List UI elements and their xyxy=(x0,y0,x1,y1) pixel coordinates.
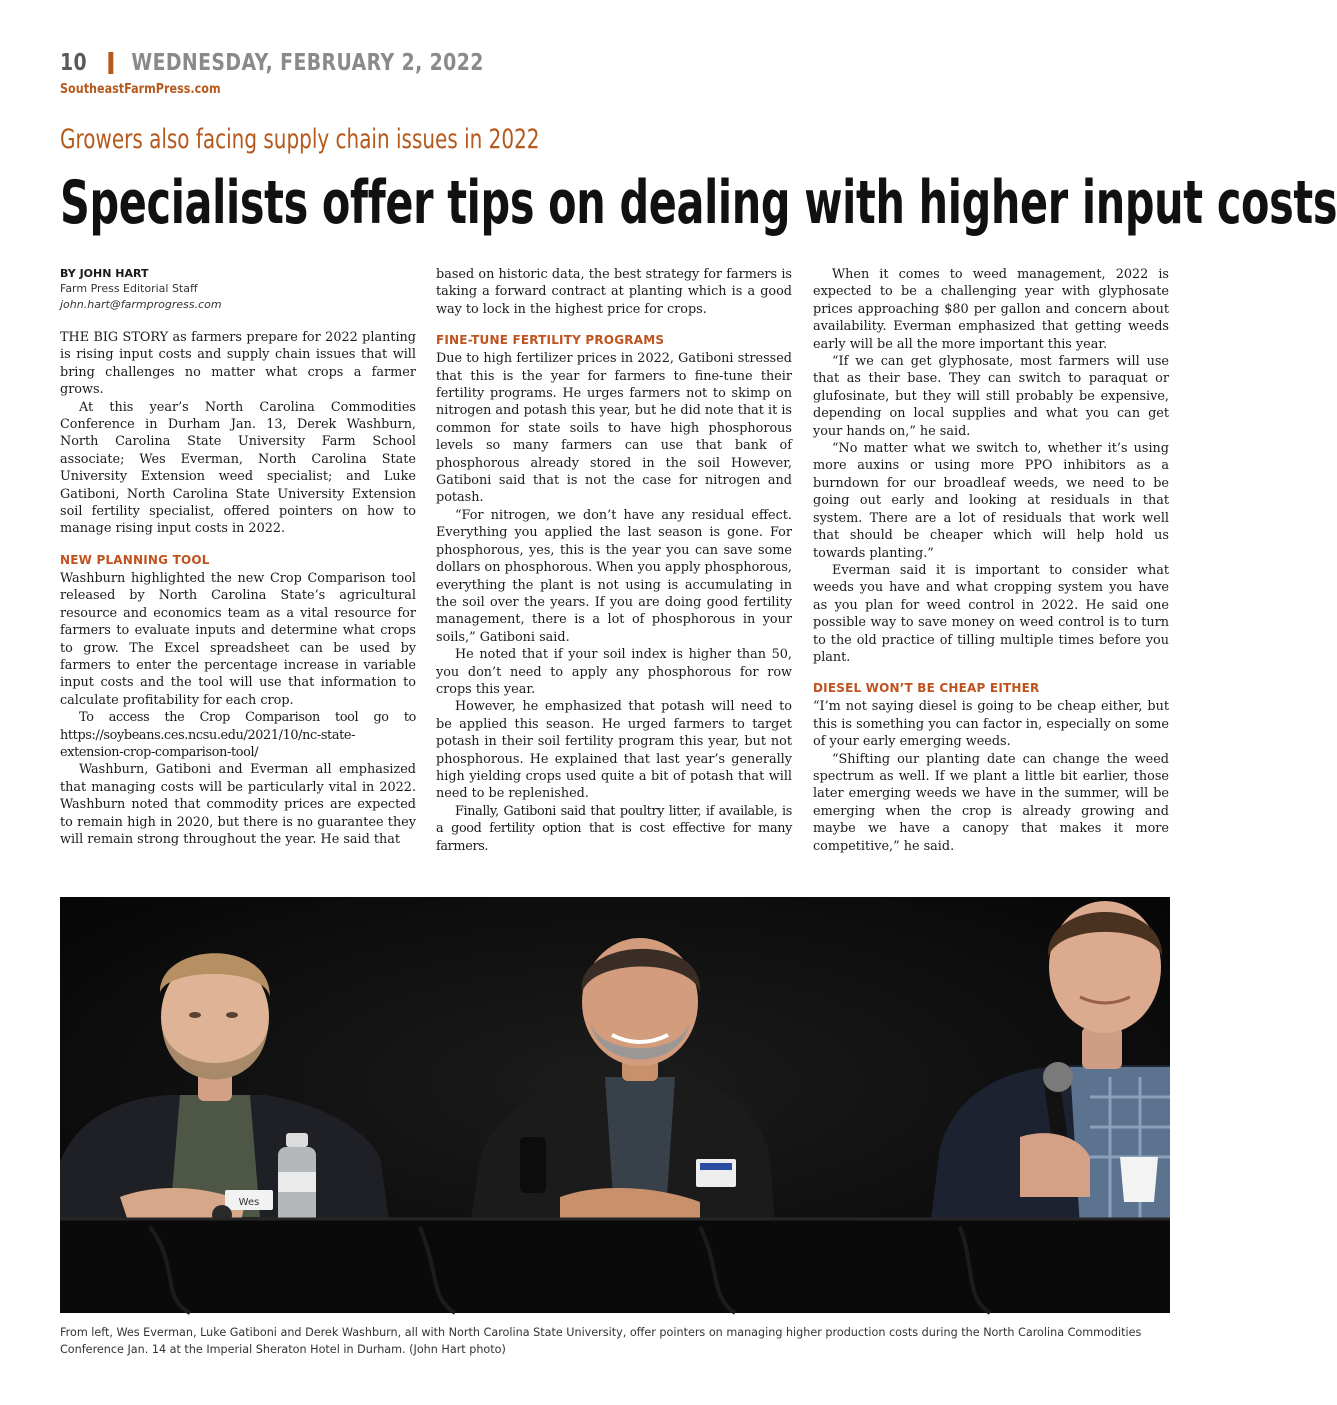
website-link[interactable]: SoutheastFarmPress.com xyxy=(60,82,221,97)
body-paragraph: Everman said it is important to consider what weeds you have and what cropping system you have as you plan for weed control in 2022. He said one possible way to save money on weed control is to turn to the old practice of tilling multiple times before you plant. xyxy=(813,562,1169,665)
article-column-2 xyxy=(436,266,792,855)
body-paragraph: He noted that if your soil index is higher than 50, you don’t need to apply any phosphorous for row crops this year. xyxy=(436,647,792,697)
article-kicker: Growers also facing supply chain issues in 2022 xyxy=(60,124,540,155)
photo-caption: From left, Wes Everman, Luke Gatiboni and Derek Washburn, all with North Carolina State University, offer pointers on managing higher production costs during the North Carolina Commodities Conference Jan. 14 at the Imperial Sheraton Hotel in Durham. (John Hart photo) xyxy=(60,1326,1142,1356)
section-heading: DIESEL WON’T BE CHEAP EITHER xyxy=(813,681,1040,696)
folio-divider xyxy=(108,52,113,74)
article-column-3 xyxy=(813,266,1169,855)
conference-table xyxy=(60,1219,1170,1313)
section-heading: FINE-TUNE FERTILITY PROGRAMS xyxy=(436,333,665,348)
body-paragraph: At this year’s North Carolina Commodities Conference in Durham Jan. 13, Derek Washburn, North Carolina State University Farm School associate; Wes Everman, North Carolina State University Extension weed specialist; and Luke Gatiboni, North Carolina State University Extension soil fertility specialist, offered pointers on how to manage rising input costs in 2022. xyxy=(60,399,416,537)
body-paragraph: Finally, Gatiboni said that poultry litter, if available, is a good fertility option that is cost effective for many farmers. xyxy=(436,803,792,854)
body-paragraph: “I’m not saying diesel is going to be cheap either, but this is something you can factor in, especially on some of your early emerging weeds. xyxy=(813,699,1169,750)
tool-link-paragraph[interactable]: To access the Crop Comparison tool go to https://soybeans.ces.ncsu.edu/2021/10/nc-state-extension-crop-comparison-tool/ xyxy=(60,710,416,760)
body-paragraph: Due to high fertilizer prices in 2022, Gatiboni stressed that this is the year for farmers to fine-tune their fertility programs. He urges farmers not to skimp on nitrogen and potash this year, but he did note that it is common for state soils to have high phosphorous levels so many farmers can use that bank of phosphorous already stored in the soil However, Gatiboni said that is not the case for nitrogen and potash. xyxy=(436,351,792,506)
byline-author: BY JOHN HART xyxy=(60,267,149,280)
name-tent-wes: Wes xyxy=(238,1197,260,1208)
body-paragraph: Washburn, Gatiboni and Everman all emphasized that managing costs will be particularly vital in 2022. Washburn noted that commodity prices are expected to remain high in 2020, but there is no guarantee they will remain strong throughout the year. He said that xyxy=(60,762,416,847)
body-paragraph: “If we can get glyphosate, most farmers will use that as their base. They can switch to paraquat or glufosinate, but they will still probably be expensive, depending on local supplies and what you can get your hands on,” he said. xyxy=(813,354,1169,439)
panel-photo xyxy=(60,897,1170,1313)
panel-photo-illustration xyxy=(60,897,1170,1313)
page-number: 10 xyxy=(60,50,88,76)
section-heading: NEW PLANNING TOOL xyxy=(60,552,210,567)
body-paragraph: “No matter what we switch to, whether it’s using more auxins or using more PPO inhibitors as a burndown for our broadleaf weeds, we need to be going out early and looking at residuals in that system. There are a lot of residuals that work well that should be cheaper which will help hold us towards planting.” xyxy=(813,441,1169,561)
byline-email[interactable]: john.hart@farmprogress.com xyxy=(60,298,222,311)
page-folio xyxy=(60,46,484,80)
body-paragraph: When it comes to weed management, 2022 is expected to be a challenging year with glyphosate prices approaching $80 per gallon and concern about availability. Everman emphasized that getting weeds early will be all the more important this year. xyxy=(813,267,1169,352)
body-paragraph: Washburn highlighted the new Crop Comparison tool released by North Carolina State’s agricultural resource and economics team as a vital resource for farmers to evaluate inputs and determine what crops to grow. The Excel spreadsheet can be used by farmers to enter the percentage increase in variable input costs and the tool will use that information to calculate profitability for each crop. xyxy=(60,570,416,708)
issue-date: WEDNESDAY, FEBRUARY 2, 2022 xyxy=(131,50,484,76)
article-headline: Specialists offer tips on dealing with higher input costs xyxy=(60,168,1337,238)
body-paragraph: based on historic data, the best strategy for farmers is taking a forward contract at planting which is a good way to lock in the highest price for crops. xyxy=(436,267,792,317)
body-paragraph: “For nitrogen, we don’t have any residual effect. Everything you applied the last season is gone. For phosphorous, yes, this is the year you can save some dollars on phosphorous. When you apply phosphorous, everything the plant is not using is accumulating in the soil over the years. If you are doing good fertility management, there is a lot of phosphorous in your soils,” Gatiboni said. xyxy=(436,507,792,645)
body-paragraph: THE BIG STORY as farmers prepare for 2022 planting is rising input costs and supply chain issues that will bring challenges no matter what crops a farmer grows. xyxy=(60,330,416,398)
body-paragraph: However, he emphasized that potash will need to be applied this season. He urged farmers to target potash in their soil fertility program this year, but not phosphorous. He explained that last year’s generally high yielding crops used quite a bit of potash that will need to be replenished. xyxy=(436,699,792,802)
article-column-1 xyxy=(60,266,416,848)
body-paragraph: “Shifting our planting date can change the weed spectrum as well. If we plant a little bit earlier, those later emerging weeds we have in the summer, will be emerging when the crop is already growing and maybe we have a canopy that makes it more competitive,” he said. xyxy=(813,751,1169,854)
byline-role: Farm Press Editorial Staff xyxy=(60,282,198,295)
